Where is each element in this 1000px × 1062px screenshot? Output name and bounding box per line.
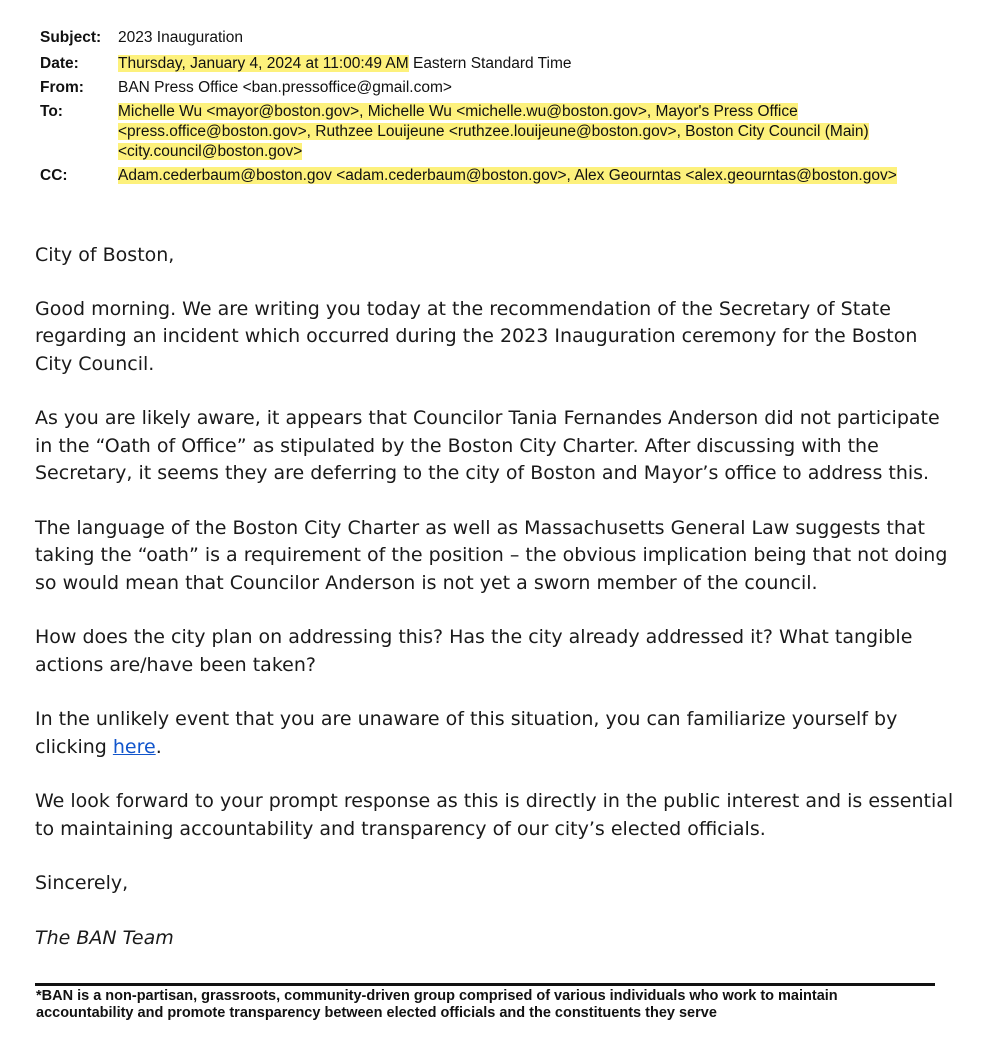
subject-row <box>40 28 940 48</box>
link-sentence: In the unlikely event that you are unaware of this situation, you can familiarize yourself by clicking <box>35 708 898 758</box>
from-label: From: <box>40 79 84 96</box>
cc-row <box>40 166 940 186</box>
paragraph-closing-remarks: We look forward to your prompt response as this is directly in the public interest and is essential to maintaining accountability and transparency of our city’s elected officials. <box>35 790 954 840</box>
greeting: City of Boston, <box>35 244 175 266</box>
link-sentence-end: . <box>155 735 162 758</box>
paragraph-link <box>35 706 955 761</box>
date-timezone: Eastern Standard Time <box>408 55 572 72</box>
here-link[interactable]: here <box>112 735 156 758</box>
date-row <box>40 54 940 74</box>
from-row <box>40 78 940 98</box>
date-value <box>118 54 940 74</box>
paragraph-questions: How does the city plan on addressing this? Has the city already addressed it? What tangible actions are/have been taken? <box>35 626 913 676</box>
footer-divider <box>35 983 935 986</box>
email-header <box>40 28 940 190</box>
footer-note: *BAN is a non-partisan, grassroots, community-driven group comprised of various individuals who work to maintain accountability and promote transparency between elected officials and the constituents they serve <box>36 988 838 1021</box>
subject-value: 2023 Inauguration <box>118 29 243 46</box>
date-label: Date: <box>40 55 79 72</box>
subject-label: Subject: <box>40 29 102 46</box>
cc-value <box>118 166 940 186</box>
email-body <box>35 242 955 979</box>
cc-recipients: Adam.cederbaum@boston.gov <adam.cederbaum@boston.gov>, Alex Geourntas <alex.geourntas@boston.gov> <box>118 167 897 184</box>
to-row <box>40 102 940 162</box>
to-recipients: Michelle Wu <mayor@boston.gov>, Michelle Wu <michelle.wu@boston.gov>, Mayor's Press Office <press.office@boston.gov>, Ruthzee Louijeune <ruthzee.louijeune@boston.gov>, Boston City Council (Main) <city.council@boston.gov> <box>118 103 869 160</box>
paragraph-intro: Good morning. We are writing you today at the recommendation of the Secretary of State regarding an incident which occurred during the 2023 Inauguration ceremony for the Boston City Council. <box>35 297 918 375</box>
paragraph-charter: The language of the Boston City Charter as well as Massachusetts General Law suggests that taking the “oath” is a requirement of the position – the obvious implication being that not doing so would mean that Councilor Anderson is not yet a sworn member of the council. <box>35 516 948 594</box>
signature: The BAN Team <box>35 926 174 949</box>
date-highlighted: Thursday, January 4, 2024 at 11:00:49 AM <box>118 55 409 72</box>
to-label: To: <box>40 103 63 120</box>
closing: Sincerely, <box>35 872 129 894</box>
cc-label: CC: <box>40 167 68 184</box>
paragraph-oath: As you are likely aware, it appears that Councilor Tania Fernandes Anderson did not participate in the “Oath of Office” as stipulated by the Boston City Charter. After discussing with the Secretary, it seems they are deferring to the city of Boston and Mayor’s office to address this. <box>35 407 940 484</box>
to-value <box>118 102 940 162</box>
from-value: BAN Press Office <ban.pressoffice@gmail.com> <box>118 79 452 96</box>
